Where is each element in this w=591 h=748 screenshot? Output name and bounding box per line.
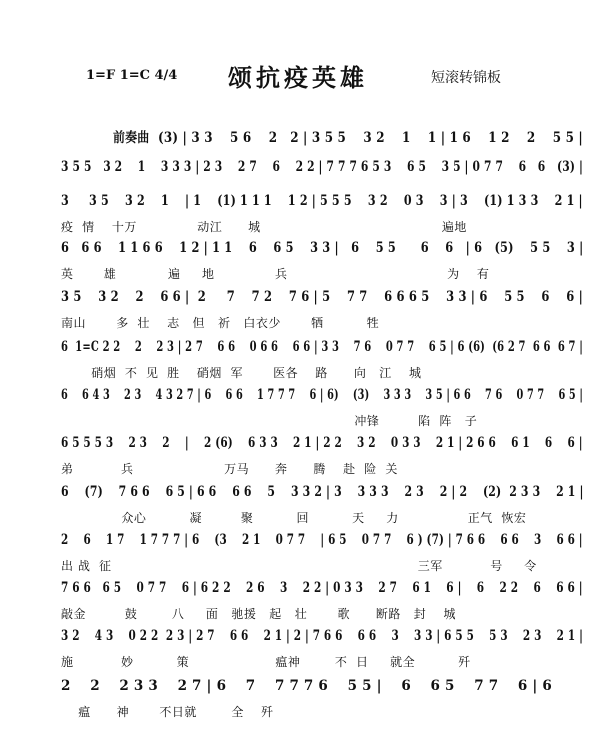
notation: 6 5 5 5 3 2 3 2 | 2 (6) 6 3 3 2 1 | 2 2 3 2 0 3 3 2 1 | 2 6 6 6 1 6 6 | [61, 435, 583, 451]
page-title: 颂抗疫英雄 [228, 63, 368, 92]
notation: 3 5 3 2 2 6 6 | 2 7 7 2 7 6 | 5 7 7 6 6 6 5 3 3 | 6 5 5 6 6 | [61, 289, 583, 305]
notation: 2 2 2 3 3 2 7 | 6 7 7 7 7 6 5 5 | 6 6 5 7 7 6 | 6 [61, 678, 552, 694]
lyrics: 硝烟 不 见 胜 硝烟 军 医各 路 向 江 城 [61, 366, 422, 380]
lyrics: 瘟 神 不日就 全 歼 [61, 705, 274, 719]
notation: 6 6 4 3 2 3 4 3 2 7 | 6 6 6 1 7 7 7 6 | 6) (3) 3 3 3 3 5 | 6 6 7 6 0 7 7 6 5 | [61, 387, 584, 403]
notation: 6 (7) 7 6 6 6 5 | 6 6 6 6 5 3 3 2 | 3 3 3 3 2 3 2 | 2 (2) 2 3 3 2 1 | [61, 484, 584, 500]
lyrics: 南山 多 壮 志 但 祈 白衣少 牺 牲 [61, 316, 380, 330]
lyrics: 施 妙 策 瘟神 不 日 就全 歼 [61, 655, 471, 669]
lyrics: 出 战 征 三军 号 令 [61, 559, 537, 573]
notation: 2 6 1 7 1 7 7 7 | 6 (3 2 1 0 7 7 | 6 5 0 7 7 6 ) (7) | 7 6 6 6 6 3 6 6 | [61, 532, 583, 548]
notation: 3 5 5 3 2 1 3 3 3 | 2 3 2 7 6 2 2 | 7 7 7 6 5 3 6 5 3 5 | 0 7 7 6 6 (3) | [61, 159, 584, 175]
lyrics: 英 雄 遍 地 兵 为 有 [61, 267, 490, 281]
lyrics: 众心 凝 聚 回 天 力 正气 恢宏 [61, 511, 527, 525]
key-signature: 1=F 1=C 4/4 [86, 68, 178, 83]
header [0, 58, 591, 92]
notation: 6 1=C 2 2 2 2 3 | 2 7 6 6 0 6 6 6 6 | 3 3 7 6 0 7 7 6 5 | 6 (6) (6 2 7 6 6 6 7 | [61, 339, 584, 355]
notation: 6 6 6 1 1 6 6 1 2 | 1 1 6 6 5 3 3 | 6 5 5 6 6 | 6 (5) 5 5 3 | [61, 240, 584, 256]
notation: 3 3 5 3 2 1 | 1 (1) 1 1 1 1 2 | 5 5 5 3 2 0 3 3 | 3 (1) 1 3 3 2 1 | [61, 193, 583, 209]
lyrics: 敲金 鼓 八 面 驰援 起 壮 歌 断路 封 城 [61, 607, 457, 621]
notation: 前奏曲 (3) | 3 3 5 6 2 2 | 3 5 5 3 2 1 1 | 1 6 1 2 2 5 5 | [113, 130, 583, 146]
lyrics: 冲锋 陷 阵 子 [61, 414, 478, 428]
subtitle: 短滚转锦板 [431, 70, 501, 86]
lyrics: 疫 情 十万 动江 城 遍地 [61, 220, 467, 234]
notation: 3 2 4 3 0 2 2 2 3 | 2 7 6 6 2 1 | 2 | 7 6 6 6 6 3 3 3 | 6 5 5 5 3 2 3 2 1 | [61, 628, 584, 644]
notation: 7 6 6 6 5 0 7 7 6 | 6 2 2 2 6 3 2 2 | 0 3 3 2 7 6 1 6 | 6 2 2 6 6 6 | [61, 580, 583, 596]
lyrics: 弟 兵 万马 奔 腾 赴 险 关 [61, 462, 398, 476]
